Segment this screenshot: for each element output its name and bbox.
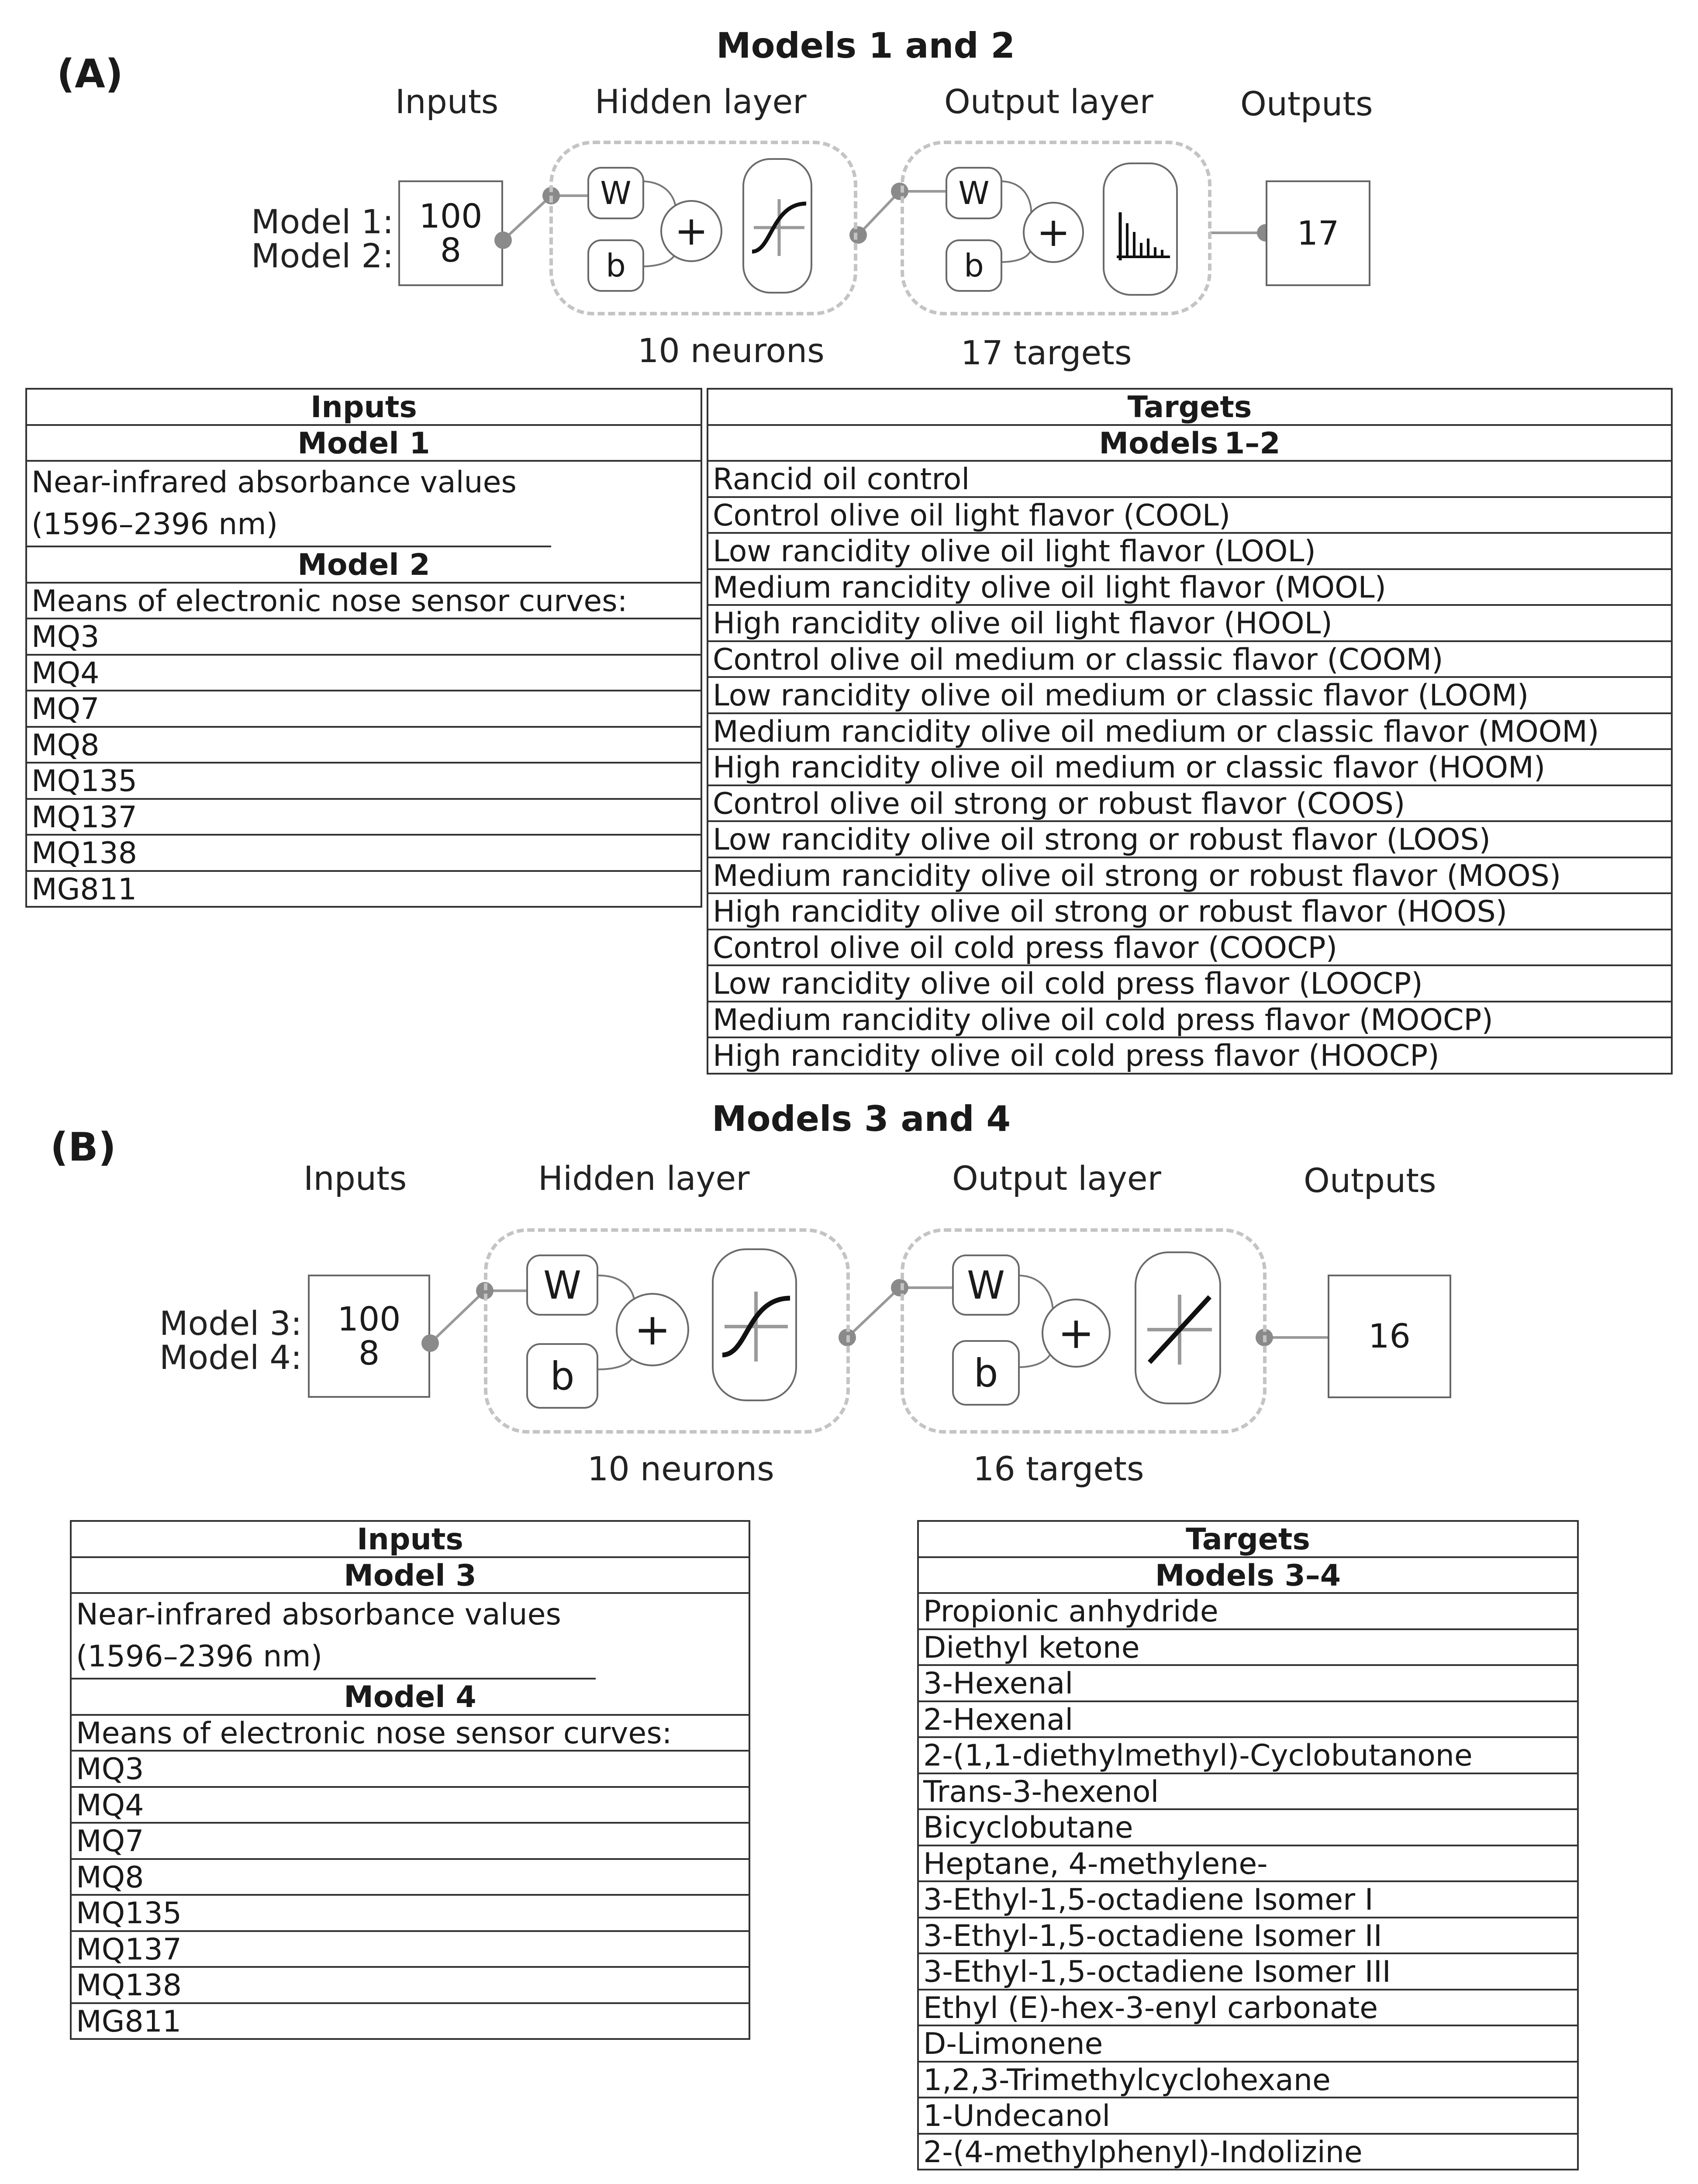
input-size-model-1: 100 — [419, 196, 483, 235]
panel-b-title: Models 3 and 4 — [712, 1099, 1011, 1139]
output-sum-node: + — [1023, 202, 1084, 263]
outputs-heading: Outputs — [1304, 1161, 1436, 1200]
targets-table-subheader: Models 3–4 — [919, 1558, 1577, 1594]
input-size-model-4: 8 — [358, 1334, 380, 1372]
targets-table-subheader: Models 1–2 — [708, 426, 1671, 462]
inputs-table — [70, 1520, 750, 2040]
inputs-table-header: Inputs — [27, 390, 701, 426]
target-row: Diethyl ketone — [919, 1630, 1577, 1666]
target-row: Trans-3-hexenol — [919, 1774, 1577, 1811]
target-row: 1-Undecanol — [919, 2098, 1577, 2135]
sensor-row: MQ4 — [27, 656, 701, 692]
hidden-sum-node: + — [616, 1293, 689, 1366]
target-row: Low rancidity olive oil cold press flavor (LOOCP) — [708, 966, 1671, 1002]
hidden-neurons-caption: 10 neurons — [638, 331, 825, 370]
sensor-row: MG811 — [27, 872, 701, 908]
target-row: 2-(1,1-diethylmethyl)-Cyclobutanone — [919, 1738, 1577, 1774]
target-row: Ethyl (E)-hex-3-enyl carbonate — [919, 1990, 1577, 2027]
purelin-icon — [1135, 1251, 1221, 1404]
target-row: High rancidity olive oil cold press flavor (HOOCP) — [708, 1038, 1671, 1075]
sensor-row: MQ138 — [72, 1968, 749, 2004]
target-row: Low rancidity olive oil light flavor (LOOL) — [708, 534, 1671, 570]
target-row: Control olive oil strong or robust flavor (COOS) — [708, 786, 1671, 822]
target-row: High rancidity olive oil medium or classic flavor (HOOM) — [708, 750, 1671, 786]
output-size-box — [1328, 1275, 1451, 1398]
target-row: Low rancidity olive oil medium or classic flavor (LOOM) — [708, 678, 1671, 714]
output-bias-box: b — [946, 239, 1002, 292]
target-row: Medium rancidity olive oil strong or robust flavor (MOOS) — [708, 858, 1671, 895]
target-row: D-Limonene — [919, 2026, 1577, 2063]
panel-a-label: (A) — [57, 51, 123, 97]
input-connector-dot — [421, 1334, 439, 1352]
model-1-name: Model 1: — [251, 202, 394, 241]
sensor-row: MG811 — [72, 2004, 749, 2040]
target-row: Propionic anhydride — [919, 1594, 1577, 1630]
sensor-row: MQ8 — [72, 1860, 749, 1896]
sensor-row: MQ7 — [27, 691, 701, 728]
target-row: High rancidity olive oil light flavor (HOOL) — [708, 606, 1671, 642]
target-row: Control olive oil medium or classic flavor (COOM) — [708, 642, 1671, 678]
input-size-model-2: 8 — [440, 231, 462, 270]
sensor-row: MQ135 — [27, 764, 701, 800]
target-row: 3-Hexenal — [919, 1666, 1577, 1702]
model-2-description: Means of electronic nose sensor curves: — [27, 584, 701, 620]
hidden-layer-heading: Hidden layer — [538, 1159, 750, 1198]
output-weight-box: W — [946, 167, 1002, 219]
target-row: Control olive oil light flavor (COOL) — [708, 498, 1671, 534]
sensor-row: MQ3 — [27, 619, 701, 656]
target-row: High rancidity olive oil strong or robust flavor (HOOS) — [708, 894, 1671, 930]
output-bias-box: b — [952, 1340, 1020, 1406]
inputs-heading: Inputs — [395, 82, 499, 121]
target-row: 2-(4-methylphenyl)-Indolizine — [919, 2135, 1577, 2171]
model-3-row-label: Model 3 — [72, 1558, 749, 1594]
sensor-row: MQ137 — [72, 1932, 749, 1968]
target-row: Low rancidity olive oil strong or robust flavor (LOOS) — [708, 822, 1671, 858]
targets-table-header: Targets — [919, 1522, 1577, 1558]
sensor-row: MQ7 — [72, 1824, 749, 1860]
sensor-row: MQ137 — [27, 800, 701, 836]
sensor-row: MQ3 — [72, 1752, 749, 1788]
hidden-weight-box: W — [526, 1254, 598, 1316]
output-size-value: 16 — [1368, 1317, 1411, 1356]
target-row: Medium rancidity olive oil medium or classic flavor (MOOM) — [708, 714, 1671, 750]
output-layer-heading: Output layer — [952, 1159, 1161, 1198]
model-4-row-label: Model 4 — [72, 1679, 749, 1716]
panel-a-title: Models 1 and 2 — [716, 25, 1015, 66]
output-weight-box: W — [952, 1254, 1020, 1316]
target-row: 3-Ethyl-1,5-octadiene Isomer III — [919, 1954, 1577, 1990]
target-row: 2-Hexenal — [919, 1702, 1577, 1738]
hidden-bias-box: b — [587, 239, 644, 292]
hidden-bias-box: b — [526, 1343, 598, 1409]
hidden-neurons-caption: 10 neurons — [587, 1449, 774, 1488]
target-row: 1,2,3-Trimethylcyclohexane — [919, 2063, 1577, 2099]
panel-b-label: (B) — [50, 1124, 116, 1170]
hidden-weight-box: W — [587, 167, 644, 219]
model-4-description: Means of electronic nose sensor curves: — [72, 1716, 749, 1752]
target-row: Bicyclobutane — [919, 1810, 1577, 1846]
model-1-row-label: Model 1 — [27, 426, 701, 462]
output-targets-caption: 16 targets — [973, 1449, 1144, 1488]
model-3-description: Near-infrared absorbance values (1596–2396 nm) — [72, 1594, 596, 1679]
target-row: 3-Ethyl-1,5-octadiene Isomer I — [919, 1882, 1577, 1918]
target-row: 3-Ethyl-1,5-octadiene Isomer II — [919, 1918, 1577, 1955]
target-row: Control olive oil cold press flavor (COOCP) — [708, 930, 1671, 967]
outputs-heading: Outputs — [1240, 84, 1373, 123]
target-row: Medium rancidity olive oil cold press flavor (MOOCP) — [708, 1002, 1671, 1039]
model-3-name: Model 3: — [159, 1304, 302, 1343]
inputs-heading: Inputs — [304, 1159, 407, 1198]
tansig-icon — [712, 1248, 797, 1401]
targets-table-header: Targets — [708, 390, 1671, 426]
target-row: Heptane, 4-methylene- — [919, 1846, 1577, 1883]
targets-table — [917, 1520, 1579, 2170]
output-targets-caption: 17 targets — [961, 333, 1132, 372]
output-size-value: 17 — [1297, 213, 1339, 252]
hidden-layer-heading: Hidden layer — [595, 82, 807, 121]
sensor-row: MQ4 — [72, 1788, 749, 1824]
model-1-description: Near-infrared absorbance values (1596–2396 nm) — [27, 462, 551, 547]
sensor-row: MQ8 — [27, 728, 701, 764]
output-layer-heading: Output layer — [944, 82, 1153, 121]
target-row: Rancid oil control — [708, 462, 1671, 498]
sensor-row: MQ138 — [27, 836, 701, 872]
hidden-sum-node: + — [660, 200, 722, 262]
sensor-row: MQ135 — [72, 1896, 749, 1932]
output-sum-node: + — [1042, 1299, 1111, 1368]
input-size-model-3: 100 — [337, 1299, 401, 1338]
inputs-table-header: Inputs — [72, 1522, 749, 1558]
model-2-name: Model 2: — [251, 236, 394, 275]
target-row: Medium rancidity olive oil light flavor (MOOL) — [708, 570, 1671, 606]
model-2-row-label: Model 2 — [27, 547, 701, 584]
model-4-name: Model 4: — [159, 1338, 302, 1377]
